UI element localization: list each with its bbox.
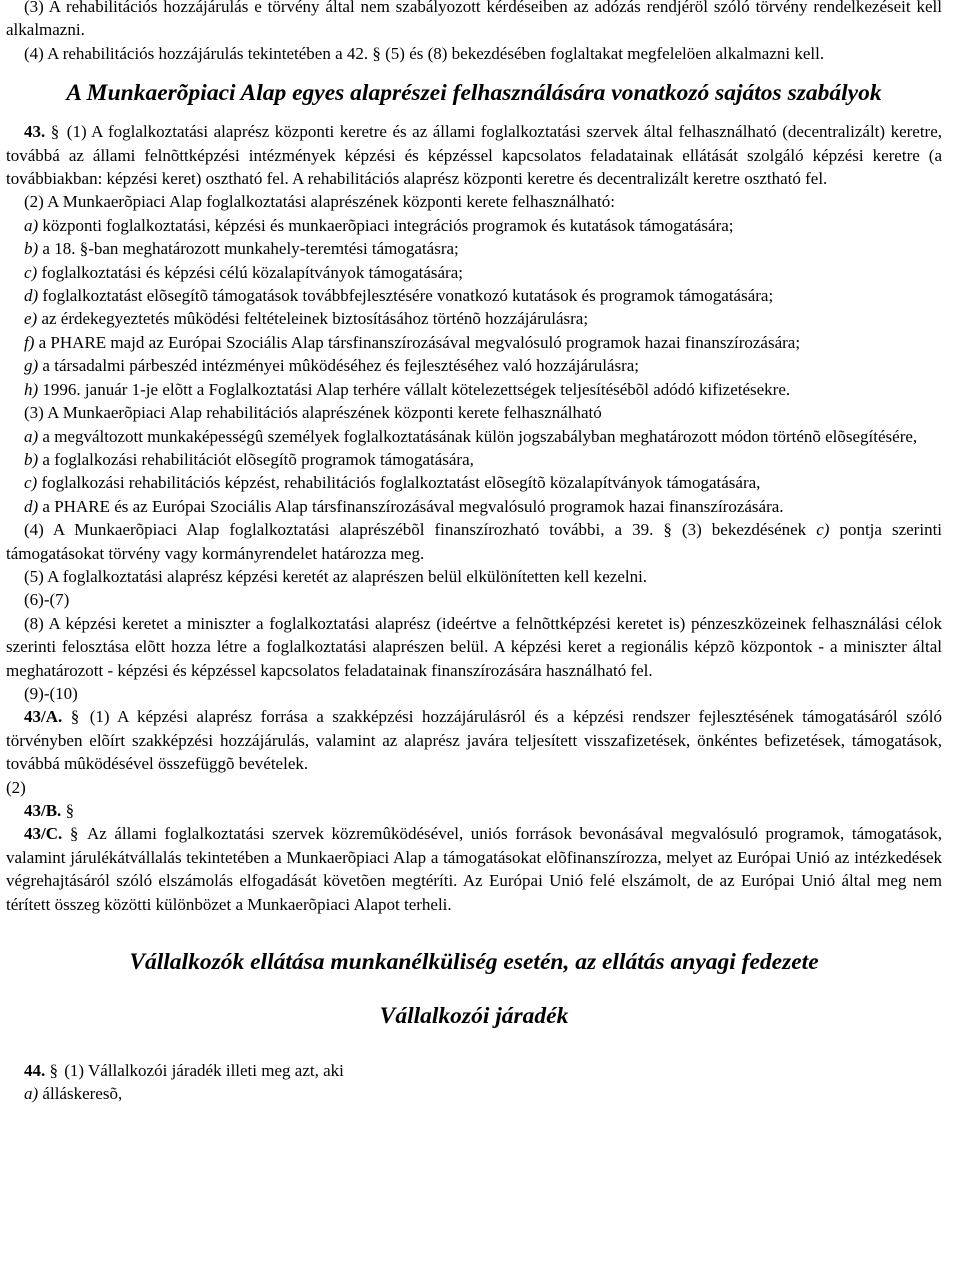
list-item bbox=[6, 425, 942, 448]
list-marker: e) bbox=[24, 309, 38, 329]
list-item bbox=[6, 331, 942, 354]
list-text: foglalkoztatást elõsegítõ támogatások továbbfejlesztésére vonatkozó kutatások és programok támogatására; bbox=[38, 286, 774, 306]
section-43a-paragraph-2: (2) bbox=[6, 777, 26, 797]
list-marker: b) bbox=[24, 239, 39, 259]
section-43c-paragraph-1 bbox=[6, 822, 942, 916]
list-item bbox=[6, 448, 942, 471]
list-item bbox=[6, 378, 942, 401]
list-text: a 18. §-ban meghatározott munkahely-teremtési támogatásra; bbox=[38, 239, 459, 259]
section-43b bbox=[6, 799, 942, 822]
list-marker: b) bbox=[24, 449, 39, 469]
list-text: foglalkozási rehabilitációs képzést, rehabilitációs foglalkoztatást elõsegítõ közalapítványok támogatására, bbox=[37, 473, 761, 493]
paragraph-rehab-4: (4) A rehabilitációs hozzájárulás tekintetében a 42. § (5) és (8) bekezdésében foglaltakat megfelelöen alkalmazni kell. bbox=[24, 43, 825, 63]
subsection-heading-vallalkozoi-jaradek: Vállalkozói járadék bbox=[379, 1003, 569, 1030]
section-sign: § bbox=[65, 801, 75, 820]
list-marker: d) bbox=[24, 496, 39, 516]
section-43-paragraph-3: (3) A Munkaerõpiaci Alap rehabilitációs alaprészének központi kerete felhasználható bbox=[24, 403, 602, 423]
section-43-paragraph-1 bbox=[6, 120, 942, 190]
section-sign: § bbox=[49, 1061, 58, 1081]
section-43a-paragraph-1 bbox=[6, 705, 942, 775]
list-marker: c) bbox=[24, 473, 38, 493]
list-marker: g) bbox=[24, 356, 39, 376]
section-43-paragraph-3-list bbox=[6, 425, 942, 519]
list-marker: a) bbox=[24, 1084, 39, 1104]
list-item bbox=[6, 354, 942, 377]
list-marker: h) bbox=[24, 379, 39, 399]
list-marker: a) bbox=[24, 215, 39, 235]
list-text: 1996. január 1-je elõtt a Foglalkoztatási Alap terhére vállalt kötelezettségek teljesítésébõl adódó kifizetésekre. bbox=[38, 379, 791, 399]
section-43-paragraph-5: (5) A foglalkoztatási alaprész képzési keretét az alaprészen belül elkülönítetten kell kezelni. bbox=[24, 566, 648, 586]
point-marker: c) bbox=[816, 520, 830, 540]
list-text: a megváltozott munkaképességû személyek foglalkoztatásának külön jogszabályban meghatározott módon történõ elõsegítésére, bbox=[38, 426, 918, 446]
section-sign: § bbox=[69, 824, 79, 844]
section-43-paragraph-2: (2) A Munkaerõpiaci Alap foglalkoztatási alaprészének központi kerete felhasználható: bbox=[24, 192, 615, 212]
section-43c-number: 43/C. bbox=[24, 824, 63, 844]
list-item bbox=[6, 1082, 942, 1105]
section-43-paragraph-8: (8) A képzési keretet a miniszter a foglalkoztatási alaprész (ideértve a felnõttképzési keretet is) pénzeszközeinek felhasználási célok szerinti felosztása elõtt hozza létre a foglalkoztatási alaprészen belül. A képzési keret a regionális képzõ központok - a miniszter által meghatározott - képzési és képzéssel kapcsolatos feladatainak finanszírozására használható fel. bbox=[6, 613, 942, 680]
paragraph-text: (4) A Munkaerõpiaci Alap foglalkoztatási alaprészébõl finanszírozható további, a 39. § (3) bekezdésének bbox=[24, 520, 807, 540]
list-marker: f) bbox=[24, 332, 35, 352]
list-item bbox=[6, 237, 942, 260]
list-item bbox=[6, 471, 942, 494]
list-item bbox=[6, 284, 942, 307]
section-heading-vallalkozok-ellatasa: Vállalkozók ellátása munkanélküliség esetén, az ellátás anyagi fedezete bbox=[129, 949, 819, 976]
list-text: központi foglalkoztatási, képzési és munkaerõpiaci integrációs programok és kutatások támogatására; bbox=[38, 215, 734, 235]
list-text: a társadalmi párbeszéd intézményei mûködéséhez és fejlesztéséhez való hozzájárulásra; bbox=[38, 356, 640, 376]
list-item bbox=[6, 261, 942, 284]
paragraph-text: pontja szerinti támogatásokat törvény vagy kormányrendelet határozza meg. bbox=[6, 520, 943, 563]
section-heading-munkaeropiaci-alap: A Munkaerõpiaci Alap egyes alaprészei felhasználására vonatkozó sajátos szabályok bbox=[66, 80, 882, 107]
list-text: a PHARE és az Európai Szociális Alap társfinanszírozásával megvalósuló programok hazai finanszírozására. bbox=[38, 496, 784, 516]
section-43b-number: 43/B. bbox=[24, 801, 62, 820]
section-44-paragraph-1 bbox=[6, 1059, 942, 1082]
section-sign: § bbox=[50, 122, 60, 142]
section-43-paragraph-4 bbox=[6, 518, 942, 565]
paragraph-rehab-3: (3) A rehabilitációs hozzájárulás e törvény által nem szabályozott kérdéseiben az adózás rendjéröl szóló törvény rendelkezéseit kell alkalmazni. bbox=[6, 0, 942, 40]
section-43a-text-1: (1) A képzési alaprész forrása a szakképzési hozzájárulásról és a képzési rendszer fejlesztésének támogatásáról szóló törvényben elõírt szakképzési hozzájárulás, valamint az alaprész javára teljesített visszafizetések, önkéntes befizetések, támogatások, továbbá mûködésével összefüggõ bevételek. bbox=[6, 707, 943, 774]
section-43-text-1: (1) A foglalkoztatási alaprész központi keretre és az állami foglalkoztatási szervek által felhasználható (decentralizált) keretre, továbbá az állami felnõttképzési intézmények képzési és képzéssel kapcsolatos feladatainak ellátását szolgáló képzési keretre (a továbbiakban: képzési keret) osztható fel. A rehabilitációs alaprész központi keretre és decentralizált keretre osztható fel. bbox=[6, 122, 943, 189]
list-text: foglalkoztatási és képzési célú közalapítványok támogatására; bbox=[37, 262, 463, 282]
section-sign: § bbox=[70, 707, 80, 727]
section-44-number: 44. bbox=[24, 1061, 46, 1081]
list-item bbox=[6, 495, 942, 518]
section-44-text-1: (1) Vállalkozói járadék illeti meg azt, aki bbox=[64, 1061, 344, 1081]
list-item bbox=[6, 214, 942, 237]
section-43-paragraph-9-10: (9)-(10) bbox=[24, 683, 78, 703]
section-43-paragraph-2-list bbox=[6, 214, 942, 401]
section-43a-number: 43/A. bbox=[24, 707, 63, 727]
list-text: a PHARE majd az Európai Szociális Alap társfinanszírozásával megvalósuló programok hazai finanszírozására; bbox=[34, 332, 801, 352]
section-43-number: 43. bbox=[24, 122, 46, 142]
list-item bbox=[6, 307, 942, 330]
list-marker: d) bbox=[24, 286, 39, 306]
section-43c-text-1: Az állami foglalkoztatási szervek közremûködésével, uniós források bevonásával megvalósuló programok, támogatások, valamint járulékátvállalás tekintetében a Munkaerõpiaci Alap a támogatásokat elõfinanszírozza, melyet az Európai Unió az intézkedések végrehajtásáról szóló elszámolás elfogadását követõen megtéríti. Az Európai Unió felé elszámolt, de az Európai Unió által meg nem térített összeg közötti különbözet a Munkaerõpiaci Alapot terheli. bbox=[6, 824, 943, 914]
list-text: az érdekegyeztetés mûködési feltételeinek biztosításához történõ hozzájárulásra; bbox=[37, 309, 589, 329]
list-text: a foglalkozási rehabilitációt elõsegítõ programok támogatására, bbox=[38, 449, 474, 469]
list-text: álláskeresõ, bbox=[38, 1084, 123, 1104]
list-marker: c) bbox=[24, 262, 38, 282]
section-43-paragraph-6-7: (6)-(7) bbox=[24, 590, 70, 610]
list-marker: a) bbox=[24, 426, 39, 446]
